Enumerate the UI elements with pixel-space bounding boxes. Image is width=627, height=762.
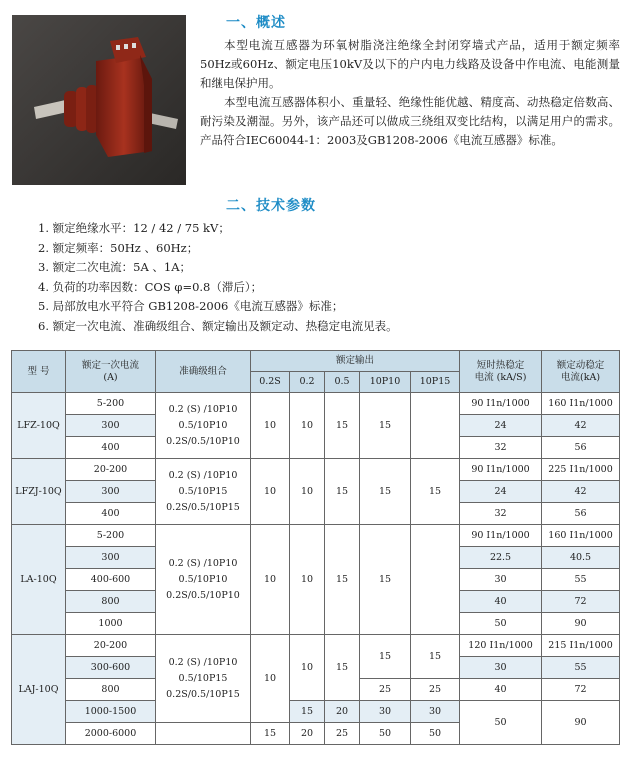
rated-output-cell: 25 xyxy=(325,723,360,745)
primary-current-cell: 300-600 xyxy=(66,657,156,679)
table-row xyxy=(12,459,620,481)
table-row xyxy=(12,635,620,657)
primary-current-cell: 400 xyxy=(66,503,156,525)
header-output-class: 10P15 xyxy=(411,372,460,393)
rated-output-cell: 10 xyxy=(251,635,290,723)
dynamic-current-cell: 215 I1n/1000 xyxy=(542,635,620,657)
dynamic-current-cell: 90 xyxy=(542,701,620,745)
model-cell: LAJ-10Q xyxy=(12,635,66,745)
rated-output-cell: 10 xyxy=(251,525,290,635)
dynamic-current-cell: 160 I1n/1000 xyxy=(542,525,620,547)
header-model: 型 号 xyxy=(12,351,66,393)
rated-output-cell: 10 xyxy=(290,635,325,701)
rated-output-cell: 15 xyxy=(411,635,460,679)
dynamic-current-cell: 42 xyxy=(542,415,620,437)
header-dynamic: 额定动稳定 电流(kA) xyxy=(542,351,620,393)
model-cell: LFZJ-10Q xyxy=(12,459,66,525)
thermal-current-cell: 32 xyxy=(460,437,542,459)
rated-output-cell: 10 xyxy=(290,393,325,459)
header-thermal: 短时热稳定 电流 (kA/S) xyxy=(460,351,542,393)
rated-output-cell: 10 xyxy=(251,459,290,525)
spec-item: 1. 额定绝缘水平：12 / 42 / 75 kV； xyxy=(38,221,230,235)
rated-output-cell: 10 xyxy=(290,525,325,635)
tech-heading: 二、技术参数 xyxy=(226,198,316,214)
rated-output-cell: 30 xyxy=(360,701,411,723)
header-output: 额定输出 xyxy=(251,351,460,372)
thermal-current-cell: 90 I1n/1000 xyxy=(460,393,542,415)
overview-paragraph-2: 本型电流互感器体积小、重量轻、绝缘性能优越、精度高、动热稳定倍数高、耐污染及潮湿。另外，该产品还可以做成三绕组双变比结构，以满足用户的需求。产品符合IEC60044-1：2003及GB1208-2006《电流互感器》标准。 xyxy=(200,95,620,147)
thermal-current-cell: 50 xyxy=(460,701,542,745)
parameter-table xyxy=(11,350,620,745)
rated-output-cell: 30 xyxy=(411,701,460,723)
model-cell: LFZ-10Q xyxy=(12,393,66,459)
header-output-class: 10P10 xyxy=(360,372,411,393)
accuracy-combo-cell: 0.2 (S) /10P10 0.5/10P15 0.2S/0.5/10P15 xyxy=(156,635,251,723)
header-output-class: 0.5 xyxy=(325,372,360,393)
spec-item: 2. 额定频率：50Hz 、60Hz； xyxy=(38,240,199,255)
rated-output-cell: 15 xyxy=(325,459,360,525)
primary-current-cell: 5-200 xyxy=(66,525,156,547)
dynamic-current-cell: 42 xyxy=(542,481,620,503)
rated-output-cell: 15 xyxy=(290,701,325,723)
rated-output-cell xyxy=(411,393,460,459)
thermal-current-cell: 30 xyxy=(460,569,542,591)
rated-output-cell: 50 xyxy=(360,723,411,745)
rated-output-cell: 15 xyxy=(411,459,460,525)
primary-current-cell: 2000-6000 xyxy=(66,723,156,745)
dynamic-current-cell: 90 xyxy=(542,613,620,635)
primary-current-cell: 400 xyxy=(66,437,156,459)
rated-output-cell: 15 xyxy=(325,393,360,459)
spec-item: 5. 局部放电水平符合 GB1208-2006《电流互感器》标准； xyxy=(38,299,344,313)
rated-output-cell: 15 xyxy=(360,393,411,459)
primary-current-cell: 20-200 xyxy=(66,459,156,481)
rated-output-cell xyxy=(411,525,460,635)
rated-output-cell: 10 xyxy=(251,393,290,459)
thermal-current-cell: 40 xyxy=(460,679,542,701)
dynamic-current-cell: 40.5 xyxy=(542,547,620,569)
dynamic-current-cell: 55 xyxy=(542,657,620,679)
header-combo: 准确级组合 xyxy=(156,351,251,393)
product-photo xyxy=(12,15,186,185)
primary-current-cell: 400-600 xyxy=(66,569,156,591)
rated-output-cell: 50 xyxy=(411,723,460,745)
thermal-current-cell: 50 xyxy=(460,613,542,635)
dynamic-current-cell: 72 xyxy=(542,591,620,613)
dynamic-current-cell: 55 xyxy=(542,569,620,591)
rated-output-cell: 20 xyxy=(290,723,325,745)
header-output-class: 0.2 xyxy=(290,372,325,393)
thermal-current-cell: 30 xyxy=(460,657,542,679)
accuracy-combo-cell: 0.2 (S) /10P10 0.5/10P10 0.2S/0.5/10P10 xyxy=(156,525,251,635)
thermal-current-cell: 90 I1n/1000 xyxy=(460,459,542,481)
overview-text xyxy=(200,36,620,150)
rated-output-cell: 15 xyxy=(360,635,411,679)
dynamic-current-cell: 225 I1n/1000 xyxy=(542,459,620,481)
primary-current-cell: 300 xyxy=(66,547,156,569)
accuracy-combo-cell: 0.2 (S) /10P10 0.5/10P10 0.2S/0.5/10P10 xyxy=(156,393,251,459)
dynamic-current-cell: 56 xyxy=(542,437,620,459)
spec-list xyxy=(38,219,398,336)
thermal-current-cell: 22.5 xyxy=(460,547,542,569)
primary-current-cell: 1000-1500 xyxy=(66,701,156,723)
spec-item: 3. 额定二次电流：5A 、1A； xyxy=(38,260,192,274)
model-cell: LA-10Q xyxy=(12,525,66,635)
accuracy-combo-cell: 0.2 (S) /10P10 0.5/10P15 0.2S/0.5/10P15 xyxy=(156,459,251,525)
overview-heading: 一、概述 xyxy=(226,15,286,31)
dynamic-current-cell: 160 I1n/1000 xyxy=(542,393,620,415)
rated-output-cell: 15 xyxy=(251,723,290,745)
header-current: 额定一次电流 (A) xyxy=(66,351,156,393)
primary-current-cell: 300 xyxy=(66,481,156,503)
thermal-current-cell: 40 xyxy=(460,591,542,613)
primary-current-cell: 5-200 xyxy=(66,393,156,415)
table-row xyxy=(12,701,620,723)
overview-paragraph-1: 本型电流互感器为环氧树脂浇注绝缘全封闭穿墙式产品，适用于额定频率50Hz或60Hz、额定电压10kV及以下的户内电力线路及设备中作电流、电能测量和继电保护用。 xyxy=(200,38,620,90)
header-output-class: 0.2S xyxy=(251,372,290,393)
primary-current-cell: 1000 xyxy=(66,613,156,635)
rated-output-cell: 20 xyxy=(325,701,360,723)
rated-output-cell: 15 xyxy=(325,635,360,701)
primary-current-cell: 800 xyxy=(66,591,156,613)
thermal-current-cell: 24 xyxy=(460,415,542,437)
thermal-current-cell: 90 I1n/1000 xyxy=(460,525,542,547)
rated-output-cell: 25 xyxy=(411,679,460,701)
rated-output-cell: 15 xyxy=(360,459,411,525)
rated-output-cell: 15 xyxy=(360,525,411,635)
spec-item: 6. 额定一次电流、准确级组合、额定输出及额定动、热稳定电流见表。 xyxy=(38,318,398,333)
spec-item: 4. 负荷的功率因数：COS φ=0.8（滞后）； xyxy=(38,279,263,294)
primary-current-cell: 800 xyxy=(66,679,156,701)
rated-output-cell: 10 xyxy=(290,459,325,525)
accuracy-combo-cell xyxy=(156,723,251,745)
rated-output-cell: 25 xyxy=(360,679,411,701)
rated-output-cell: 15 xyxy=(325,525,360,635)
thermal-current-cell: 32 xyxy=(460,503,542,525)
primary-current-cell: 300 xyxy=(66,415,156,437)
table-row xyxy=(12,525,620,547)
thermal-current-cell: 120 I1n/1000 xyxy=(460,635,542,657)
table-row xyxy=(12,393,620,415)
thermal-current-cell: 24 xyxy=(460,481,542,503)
dynamic-current-cell: 56 xyxy=(542,503,620,525)
primary-current-cell: 20-200 xyxy=(66,635,156,657)
dynamic-current-cell: 72 xyxy=(542,679,620,701)
